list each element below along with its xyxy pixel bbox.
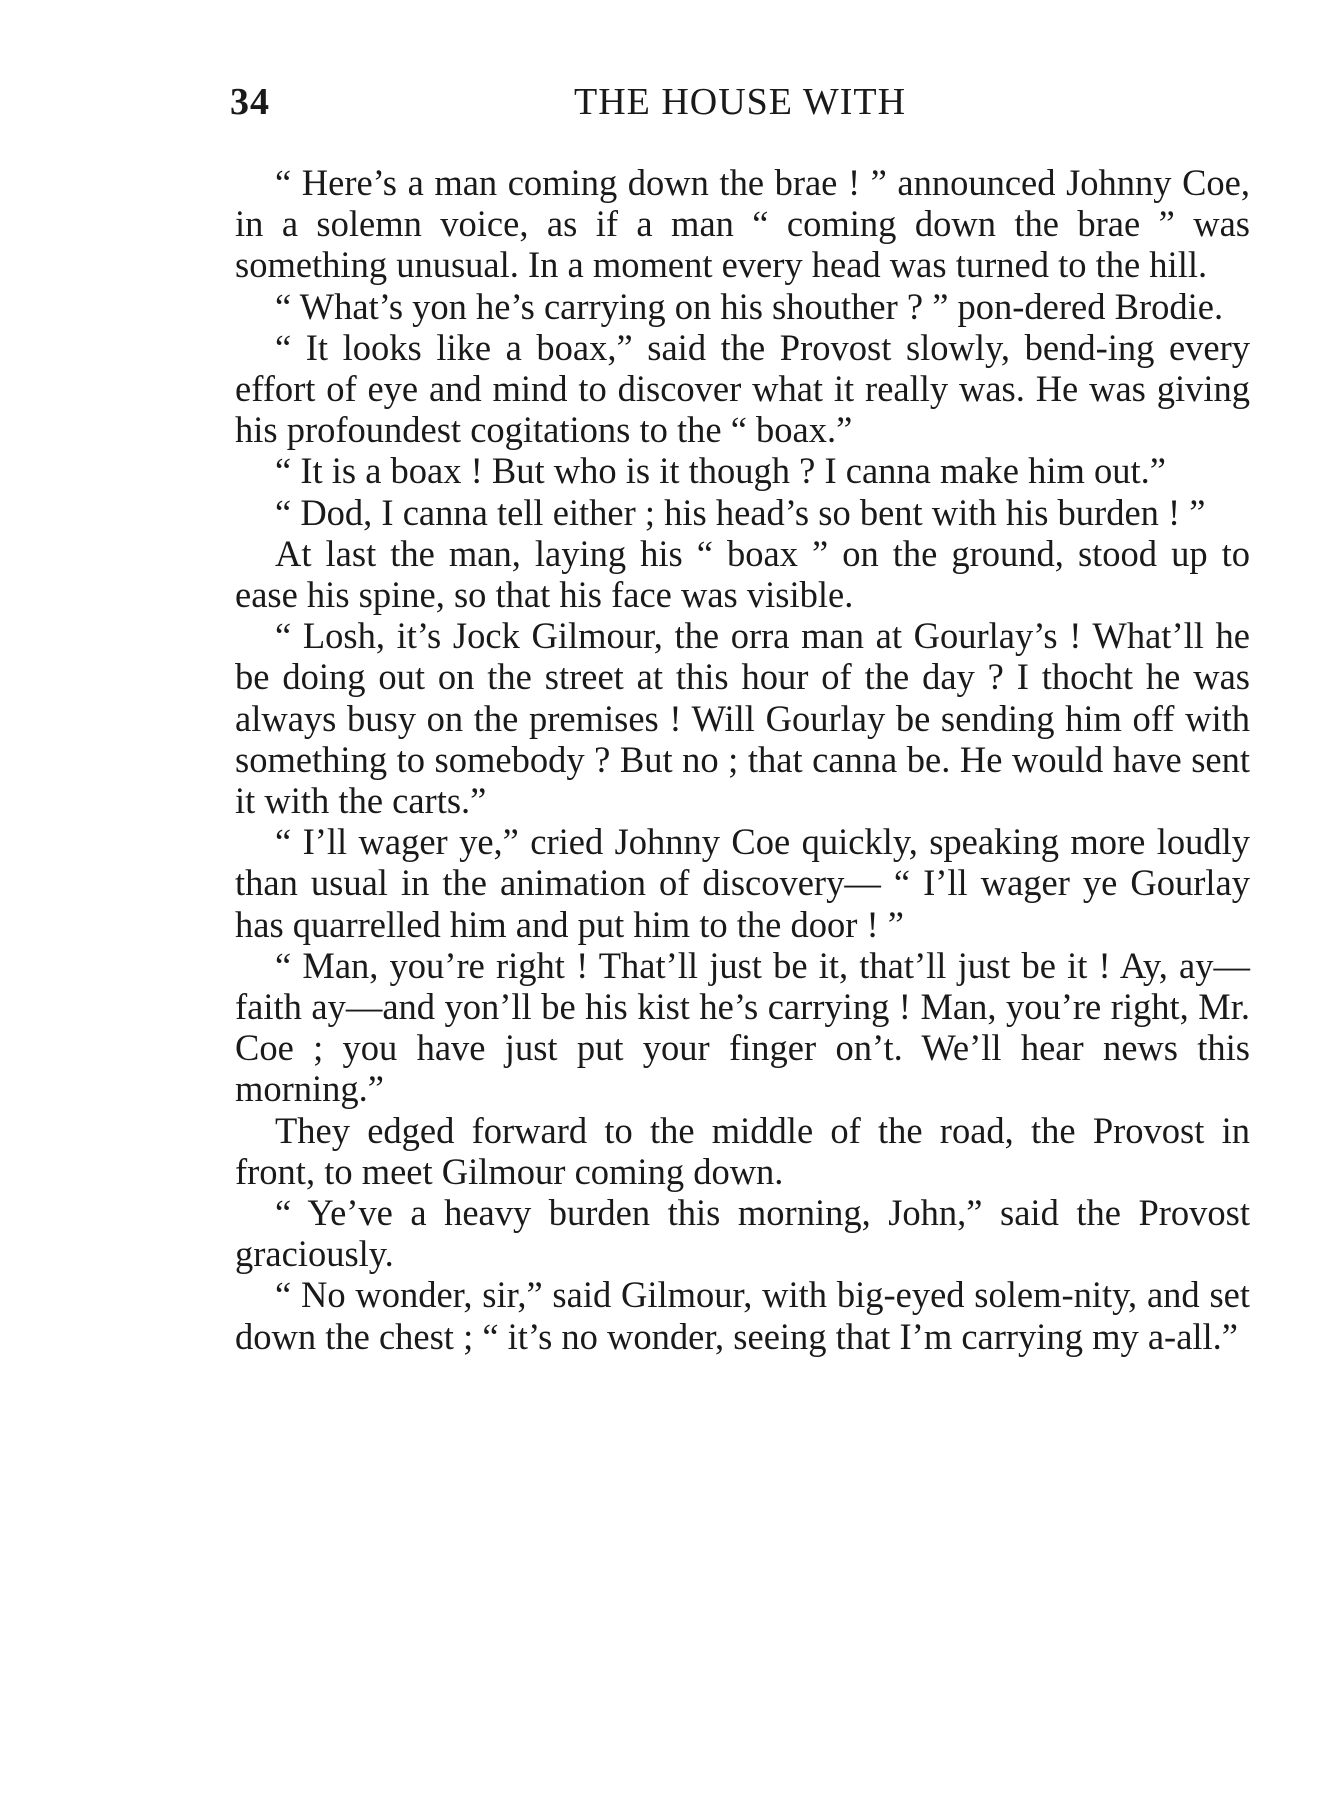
paragraph: “ Dod, I canna tell either ; his head’s so bent with his burden ! ”	[275, 491, 1206, 533]
paragraph: “ Losh, it’s Jock Gilmour, the orra man at Gourlay’s ! What’ll he be doing out on the street at this hour of the day ? I thocht he was always busy on the premises ! Will Gourlay be sending him off with something to somebody ? But no ; that canna be. He would have sent it with the carts.”	[235, 615, 1250, 822]
page-number: 34	[230, 81, 270, 123]
paragraph: “ What’s yon he’s carrying on his shouther ? ” pon-dered Brodie.	[275, 285, 1224, 327]
paragraph: “ Ye’ve a heavy burden this morning, John,” said the Provost graciously.	[235, 1192, 1250, 1275]
paragraph: “ It is a boax ! But who is it though ? I canna make him out.”	[275, 450, 1167, 492]
paragraph: “ Man, you’re right ! That’ll just be it, that’ll just be it ! Ay, ay—faith ay—and yon’ll be his kist he’s carrying ! Man, you’re right, Mr. Coe ; you have just put your finger on’t. We’ll hear news this morning.”	[235, 944, 1250, 1110]
paragraph: “ It looks like a boax,” said the Provost slowly, bend-ing every effort of eye and mind to discover what it really was. He was giving his profoundest cogitations to the “ boax.”	[235, 326, 1250, 451]
running-title: THE HOUSE WITH	[573, 81, 907, 123]
paragraph: At last the man, laying his “ boax ” on the ground, stood up to ease his spine, so that his face was visible.	[235, 532, 1250, 616]
paragraph: “ Here’s a man coming down the brae ! ” announced Johnny Coe, in a solemn voice, as if a man “ coming down the brae ” was something unusual. In a moment every head was turned to the hill.	[235, 162, 1250, 286]
paragraph: “ I’ll wager ye,” cried Johnny Coe quickly, speaking more loudly than usual in the animation of discovery— “ I’ll wager ye Gourlay has quarrelled him and put him to the door ! ”	[235, 821, 1250, 945]
paragraph: “ No wonder, sir,” said Gilmour, with big-eyed solem-nity, and set down the chest ; “ it’s no wonder, seeing that I’m carrying my a-all.”	[235, 1274, 1250, 1357]
paragraph: They edged forward to the middle of the road, the Provost in front, to meet Gilmour coming down.	[235, 1109, 1250, 1192]
body-text	[235, 162, 1250, 1357]
page-header	[230, 80, 1250, 130]
